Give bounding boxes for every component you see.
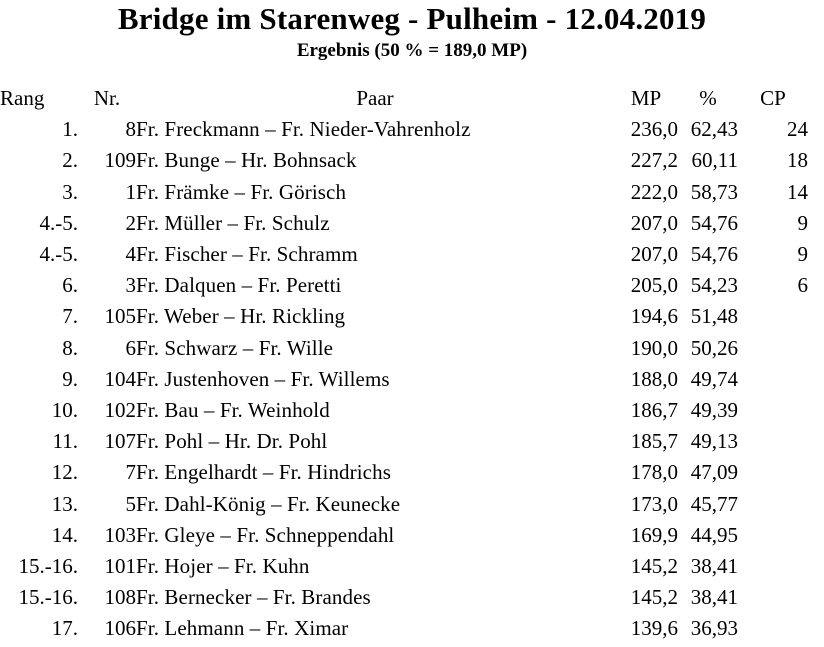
- table-row: [0, 145, 808, 176]
- pair-names-cell: Fr. Bunge – Hr. Bohnsack: [136, 148, 357, 173]
- matchpoints-cell: 205,0: [630, 273, 678, 298]
- percent-cell: 45,77: [690, 491, 738, 516]
- pair-names-cell: Fr. Bau – Fr. Weinhold: [136, 398, 330, 423]
- pair-number-cell: 103: [104, 522, 136, 547]
- table-row: [0, 395, 808, 426]
- clubpoints-cell: [738, 489, 808, 520]
- pair-names-cell: Fr. Pohl – Hr. Dr. Pohl: [136, 429, 328, 454]
- percent-cell: 54,76: [690, 242, 738, 267]
- clubpoints-cell: [738, 395, 808, 426]
- rank-cell: 4.-5.: [39, 210, 78, 235]
- clubpoints-cell: [738, 301, 808, 332]
- percent-cell: 54,23: [690, 273, 738, 298]
- pair-number-cell: 1: [125, 179, 136, 204]
- header-paar: Paar: [356, 86, 394, 110]
- clubpoints-cell: [738, 613, 808, 644]
- rank-cell: 17.: [51, 616, 78, 641]
- clubpoints-cell: [738, 582, 808, 613]
- matchpoints-cell: 178,0: [630, 460, 678, 485]
- pair-number-cell: 108: [104, 585, 136, 610]
- rank-cell: 6.: [62, 273, 78, 298]
- percent-cell: 54,76: [690, 210, 738, 235]
- clubpoints-cell: 9: [797, 210, 808, 235]
- clubpoints-cell: [738, 426, 808, 457]
- matchpoints-cell: 207,0: [630, 210, 678, 235]
- pair-names-cell: Fr. Weber – Hr. Rickling: [136, 304, 346, 329]
- rank-cell: 8.: [62, 335, 78, 360]
- clubpoints-cell: 18: [787, 148, 808, 173]
- rank-cell: 14.: [51, 522, 78, 547]
- clubpoints-cell: [738, 457, 808, 488]
- pair-number-cell: 5: [125, 491, 136, 516]
- pair-names-cell: Fr. Dahl-König – Fr. Keunecke: [136, 491, 401, 516]
- pair-names-cell: Fr. Gleye – Fr. Schneppendahl: [136, 522, 395, 547]
- percent-cell: 47,09: [690, 460, 738, 485]
- matchpoints-cell: 236,0: [630, 117, 678, 142]
- header-rang: Rang: [0, 86, 45, 110]
- table-row: [0, 426, 808, 457]
- percent-cell: 49,39: [690, 398, 738, 423]
- matchpoints-cell: 169,9: [630, 522, 678, 547]
- pair-number-cell: 106: [104, 616, 136, 641]
- pair-number-cell: 7: [125, 460, 136, 485]
- pair-names-cell: Fr. Lehmann – Fr. Ximar: [136, 616, 349, 641]
- pair-number-cell: 2: [125, 210, 136, 235]
- pair-names-cell: Fr. Bernecker – Fr. Brandes: [136, 585, 371, 610]
- rank-cell: 7.: [62, 304, 78, 329]
- pair-names-cell: Fr. Freckmann – Fr. Nieder-Vahrenholz: [136, 117, 471, 142]
- percent-cell: 44,95: [690, 522, 738, 547]
- matchpoints-cell: 227,2: [630, 148, 678, 173]
- clubpoints-cell: [738, 551, 808, 582]
- pair-names-cell: Fr. Dalquen – Fr. Peretti: [136, 273, 342, 298]
- pair-names-cell: Fr. Engelhardt – Fr. Hindrichs: [136, 460, 391, 485]
- pair-number-cell: 3: [125, 273, 136, 298]
- pair-names-cell: Fr. Hojer – Fr. Kuhn: [136, 554, 310, 579]
- header-cp: CP: [760, 86, 786, 110]
- table-row: [0, 208, 808, 239]
- clubpoints-cell: 6: [797, 273, 808, 298]
- matchpoints-cell: 207,0: [630, 242, 678, 267]
- pair-number-cell: 102: [104, 398, 136, 423]
- table-row: [0, 364, 808, 395]
- clubpoints-cell: 14: [787, 179, 808, 204]
- header-nr: Nr.: [93, 86, 121, 110]
- clubpoints-cell: [738, 364, 808, 395]
- percent-cell: 38,41: [690, 554, 738, 579]
- percent-cell: 38,41: [690, 585, 738, 610]
- results-body: [0, 114, 808, 644]
- clubpoints-cell: 9: [797, 242, 808, 267]
- percent-cell: 62,43: [690, 117, 738, 142]
- matchpoints-cell: 186,7: [630, 398, 678, 423]
- pair-number-cell: 8: [125, 117, 136, 142]
- pair-names-cell: Fr. Fischer – Fr. Schramm: [136, 242, 358, 267]
- percent-cell: 60,11: [691, 148, 738, 173]
- rank-cell: 1.: [62, 117, 78, 142]
- rank-cell: 11.: [52, 429, 78, 454]
- table-row: [0, 239, 808, 270]
- table-row: [0, 301, 808, 332]
- table-row: [0, 333, 808, 364]
- rank-cell: 13.: [51, 491, 78, 516]
- pair-number-cell: 105: [104, 304, 136, 329]
- pair-names-cell: Fr. Justenhoven – Fr. Willems: [136, 366, 390, 391]
- clubpoints-cell: [738, 333, 808, 364]
- matchpoints-cell: 194,6: [630, 304, 678, 329]
- matchpoints-cell: 188,0: [630, 366, 678, 391]
- matchpoints-cell: 173,0: [630, 491, 678, 516]
- table-row: [0, 270, 808, 301]
- table-row: [0, 177, 808, 208]
- percent-cell: 58,73: [690, 179, 738, 204]
- clubpoints-cell: [738, 520, 808, 551]
- pair-names-cell: Fr. Schwarz – Fr. Wille: [136, 335, 334, 360]
- rank-cell: 3.: [62, 179, 78, 204]
- page-title: Bridge im Starenweg - Pulheim - 12.04.2019: [117, 1, 707, 36]
- rank-cell: 15.-16.: [18, 585, 78, 610]
- pair-names-cell: Fr. Främke – Fr. Görisch: [136, 179, 347, 204]
- result-subtitle: Ergebnis (50 % = 189,0 MP): [296, 40, 528, 61]
- rank-cell: 2.: [62, 148, 78, 173]
- pair-number-cell: 101: [104, 554, 136, 579]
- rank-cell: 10.: [51, 398, 78, 423]
- matchpoints-cell: 145,2: [630, 554, 678, 579]
- results-table: [0, 83, 808, 645]
- pair-number-cell: 107: [104, 429, 136, 454]
- table-header-row: [0, 83, 808, 114]
- table-row: [0, 613, 808, 644]
- header-percent: %: [699, 86, 717, 110]
- percent-cell: 36,93: [690, 616, 738, 641]
- table-row: [0, 457, 808, 488]
- percent-cell: 49,74: [690, 366, 738, 391]
- matchpoints-cell: 222,0: [630, 179, 678, 204]
- pair-number-cell: 4: [125, 242, 136, 267]
- pair-number-cell: 109: [104, 148, 136, 173]
- pair-number-cell: 6: [125, 335, 136, 360]
- matchpoints-cell: 185,7: [630, 429, 678, 454]
- percent-cell: 50,26: [690, 335, 738, 360]
- table-row: [0, 582, 808, 613]
- matchpoints-cell: 145,2: [630, 585, 678, 610]
- table-row: [0, 489, 808, 520]
- rank-cell: 9.: [62, 366, 78, 391]
- pair-number-cell: 104: [104, 366, 136, 391]
- rank-cell: 15.-16.: [18, 554, 78, 579]
- percent-cell: 49,13: [690, 429, 738, 454]
- clubpoints-cell: 24: [787, 117, 808, 142]
- percent-cell: 51,48: [690, 304, 738, 329]
- rank-cell: 12.: [51, 460, 78, 485]
- matchpoints-cell: 190,0: [630, 335, 678, 360]
- matchpoints-cell: 139,6: [630, 616, 678, 641]
- pair-names-cell: Fr. Müller – Fr. Schulz: [136, 210, 330, 235]
- table-row: [0, 520, 808, 551]
- rank-cell: 4.-5.: [39, 242, 78, 267]
- table-row: [0, 114, 808, 145]
- table-row: [0, 551, 808, 582]
- header-mp: MP: [630, 86, 662, 110]
